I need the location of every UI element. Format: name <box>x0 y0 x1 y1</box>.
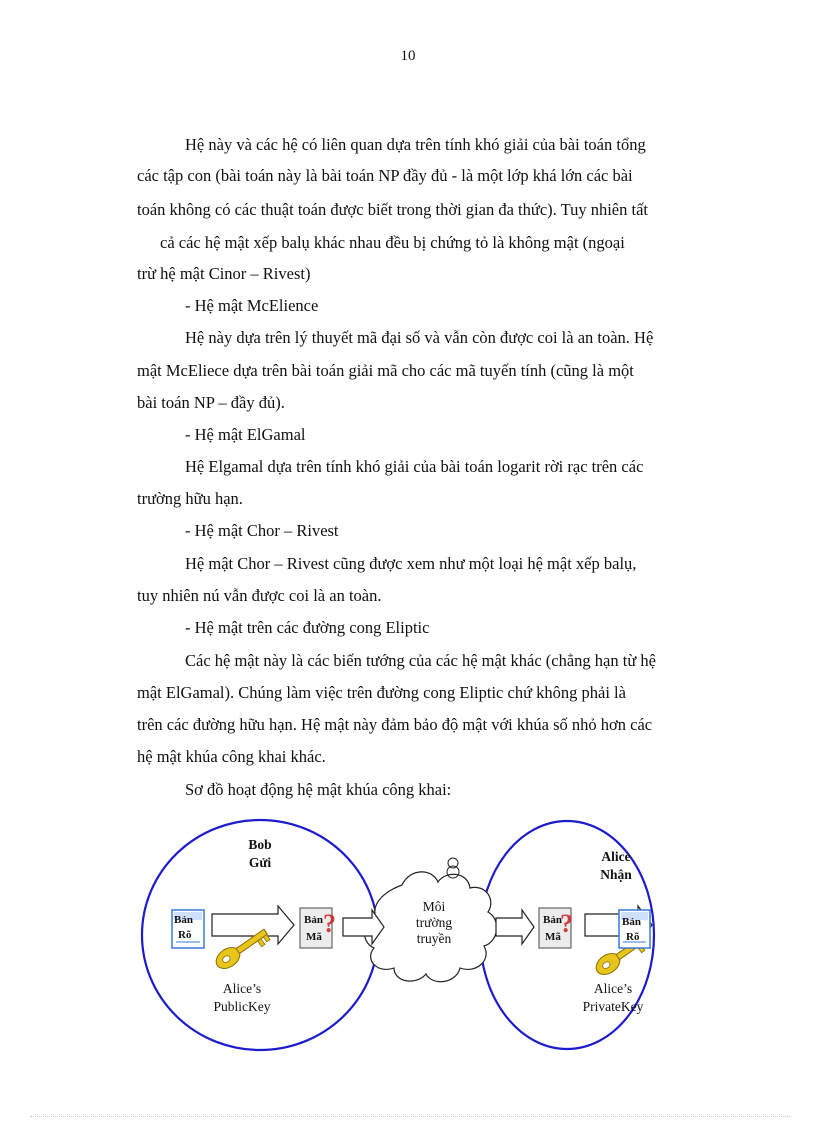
public-key-caption-2: PublicKey <box>213 999 271 1014</box>
paragraph-line <box>185 135 738 155</box>
page-number: 10 <box>400 48 416 64</box>
paragraph-line: bài toán NP – đầy đủ). <box>137 393 285 412</box>
paragraph-line: trừ hệ mật Cinor – Rivest) <box>137 264 311 283</box>
paragraph-line: trên các đường hữu hạn. Hệ mật này đảm bảo độ mật với khúa số nhỏ hơn các <box>137 715 653 734</box>
paragraph-line: các tập con (bài toán này là bài toán NP đầy đủ - là một lớp khá lớn các bài <box>137 166 633 185</box>
paragraph-text: Hệ này và các hệ có liên quan dựa trên tính khó giải của bài toán tổng <box>185 135 646 154</box>
footer-rule <box>30 1116 790 1117</box>
public-key-caption-1: Alice’s <box>222 981 262 996</box>
diagram-canvas <box>140 810 660 1055</box>
svg-text:?: ? <box>323 909 336 938</box>
plaintext-label-right-1: Bản <box>622 916 641 928</box>
paragraph-line: tuy nhiên nú vẫn được coi là an toàn. <box>137 586 382 605</box>
plaintext-label-right-2: Rõ <box>626 931 640 943</box>
bob-name: Bob <box>248 837 272 852</box>
ciphertext-label-left-2: Mã <box>306 931 322 943</box>
paragraph-line: Hệ mật Chor – Rivest cũng được xem như một loại hệ mật xếp balụ, <box>185 554 637 573</box>
alice-name: Alice <box>601 849 631 864</box>
section-heading-elgamal: - Hệ mật ElGamal <box>185 425 306 444</box>
public-key-diagram <box>140 810 660 1055</box>
channel-label-3: truyền <box>416 931 452 946</box>
paragraph-line: hệ mật khúa công khai khác. <box>137 747 326 766</box>
paragraph-line: mật ElGamal). Chúng làm việc trên đường cong Eliptic chứ không phải là <box>137 683 626 702</box>
ciphertext-label-right-1: Bản <box>543 914 562 926</box>
ciphertext-label-right-2: Mã <box>545 931 561 943</box>
paragraph-line: Hệ Elgamal dựa trên tính khó giải của bài toán logarit rời rạc trên các <box>185 457 644 476</box>
private-key-caption-2: PrivateKey <box>582 999 644 1014</box>
paragraph-line: mật McEliece dựa trên bài toán giải mã cho các mã tuyến tính (cũng là một <box>137 361 634 380</box>
private-key-caption-1: Alice’s <box>593 981 633 996</box>
paragraph-line: trường hữu hạn. <box>137 489 243 508</box>
paragraph-line: Các hệ mật này là các biến tướng của các hệ mật khác (chẳng hạn từ hệ <box>185 651 656 670</box>
arrow-from-channel <box>496 910 534 944</box>
section-heading-mceliece: - Hệ mật McElience <box>185 296 319 315</box>
ciphertext-label-left-1: Bản <box>304 914 323 926</box>
diagram-intro: Sơ đồ hoạt động hệ mật khúa công khai: <box>185 780 452 799</box>
alice-action: Nhận <box>600 867 632 882</box>
svg-text:?: ? <box>560 909 573 938</box>
section-heading-chor-rivest: - Hệ mật Chor – Rivest <box>185 521 339 540</box>
paragraph-line: Hệ này dựa trên lý thuyết mã đại số và vẫn còn được coi là an toàn. Hệ <box>185 328 654 347</box>
channel-label-1: Môi <box>422 899 446 914</box>
section-heading-eliptic: - Hệ mật trên các đường cong Eliptic <box>185 618 430 637</box>
paragraph-line: cả các hệ mật xếp balụ khác nhau đều bị chứng tỏ là không mật (ngoại <box>160 233 625 252</box>
plaintext-label-left-2: Rõ <box>178 929 192 941</box>
paragraph-line: toán không có các thuật toán được biết trong thời gian đa thức). Tuy nhiên tất <box>137 200 648 219</box>
bob-action: Gửi <box>248 855 272 870</box>
plaintext-label-left-1: Bản <box>174 914 193 926</box>
channel-label-2: trường <box>415 915 453 930</box>
